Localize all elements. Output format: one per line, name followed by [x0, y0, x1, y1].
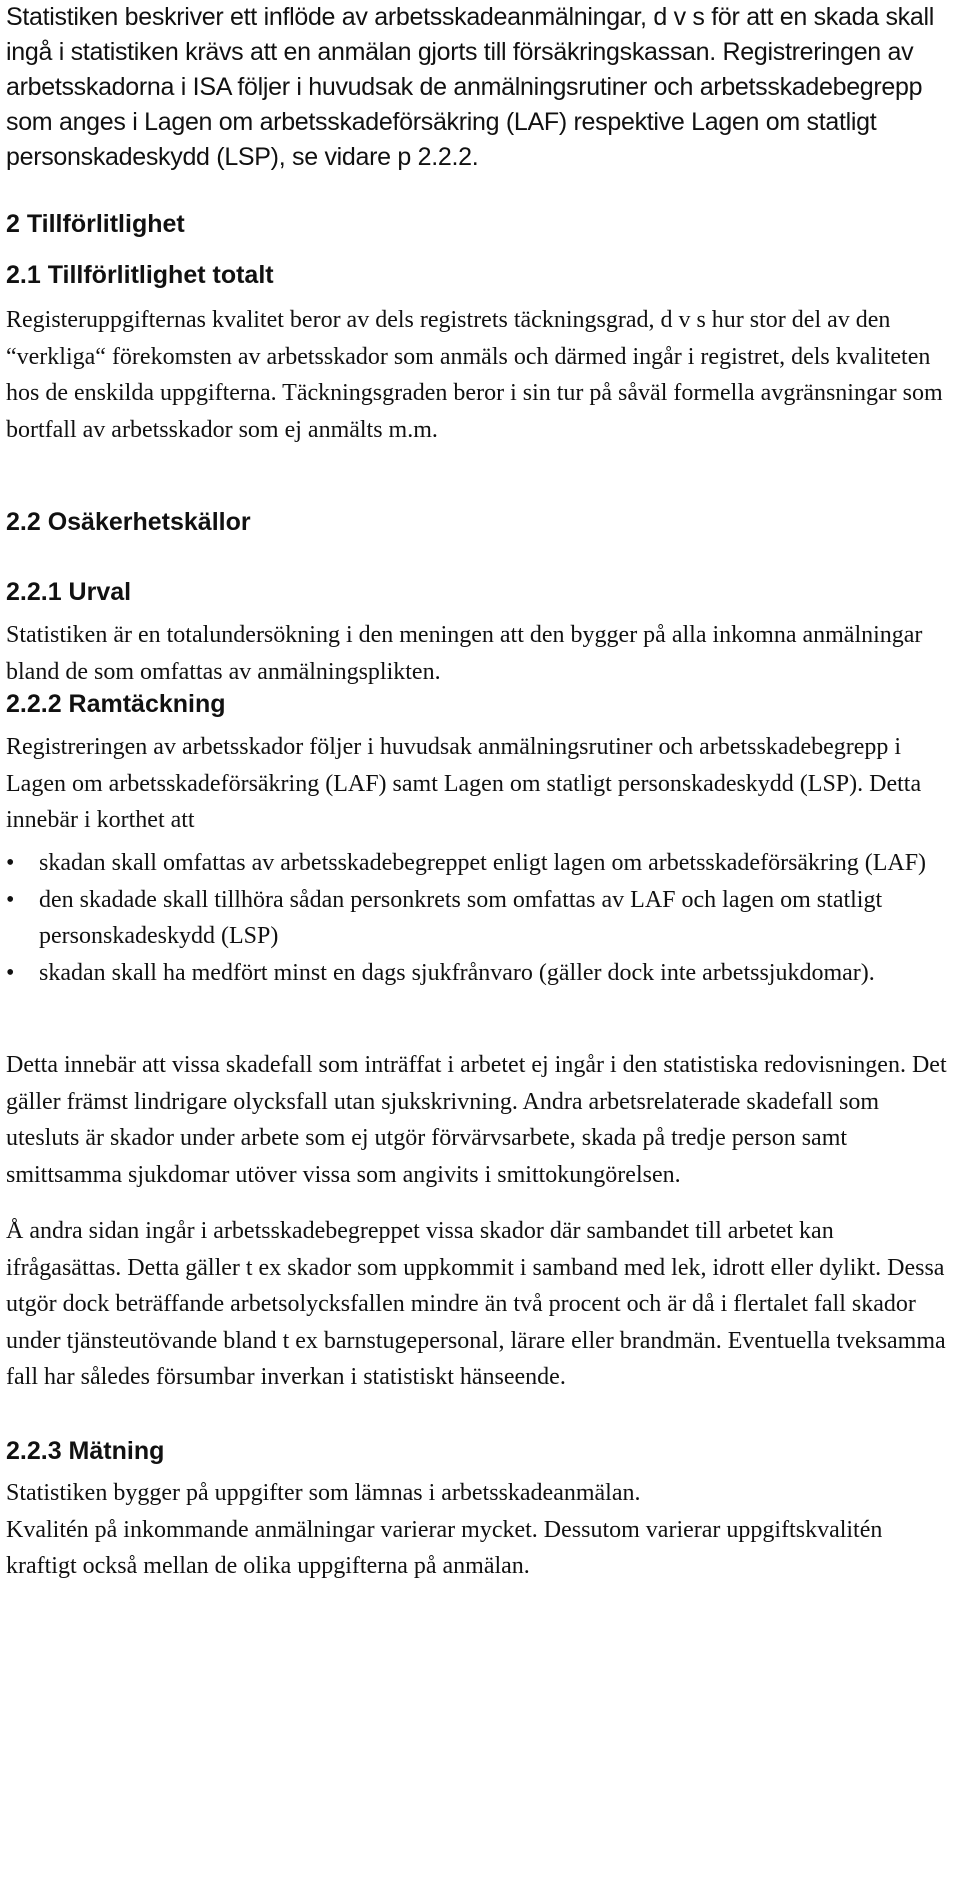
list-item: • skadan skall omfattas av arbetsskadebegreppet enligt lagen om arbetsskadeförsäkring (LAF) [6, 845, 954, 882]
paragraph-2-2-1: Statistiken är en totalundersökning i den meningen att den bygger på alla inkomna anmälningar bland de som omfattas av anmälningsplikten. [6, 622, 923, 685]
paragraph-2-2-2: Registreringen av arbetsskador följer i huvudsak anmälningsrutiner och arbetsskadebegrepp i Lagen om arbetsskadeförsäkring (LAF) samt Lagen om statligt personskadeskydd (LSP). Detta innebär i korthet att [6, 734, 922, 833]
list-item: • den skadade skall tillhöra sådan personkrets som omfattas av LAF och lagen om statligt personskadeskydd (LSP) [6, 882, 954, 955]
section-heading-2-2-2: 2.2.2 Ramtäckning [6, 690, 226, 718]
paragraph-line: Kvalitén på inkommande anmälningar varierar mycket. Dessutom varierar uppgiftskvalitén kraftigt också mellan de olika uppgifterna på anmälan. [6, 1516, 883, 1579]
section-heading-2-2: 2.2 Osäkerhetskällor [6, 508, 251, 536]
section-heading-2-2-3: 2.2.3 Mätning [6, 1437, 165, 1465]
section-heading-2-1: 2.1 Tillförlitlighet totalt [6, 261, 274, 289]
intro-paragraph: Statistiken beskriver ett inflöde av arbetsskadeanmälningar, d v s för att en skada skall ingå i statistiken krävs att en anmälan gjorts till försäkringskassan. Registreringen av arbetsskadorna i ISA följer i huvudsak de anmälningsrutiner och arbetsskadebegrepp som anges i Lagen om arbetsskadeförsäkring (LAF) respektive Lagen om statligt personskadeskydd (LSP), se vidare p 2.2.2. [6, 3, 934, 171]
paragraph-line: Statistiken bygger på uppgifter som lämnas i arbetsskadeanmälan. [6, 1480, 641, 1506]
section-heading-2-2-1: 2.2.1 Urval [6, 578, 132, 606]
section-heading-2: 2 Tillförlitlighet [6, 210, 185, 238]
list-item: • skadan skall ha medfört minst en dags sjukfrånvaro (gäller dock inte arbetssjukdomar). [6, 955, 954, 992]
paragraph-2-2-3 [6, 1475, 954, 1585]
paragraph-2-1: Registeruppgifternas kvalitet beror av dels registrets täckningsgrad, d v s hur stor del av den “verkliga“ förekomsten av arbetsskador som anmäls och därmed ingår i registret, dels kvaliteten hos de enskilda uppgifterna. Täckningsgraden beror i sin tur på såväl formella avgränsningar som bortfall av arbetsskador som ej anmälts m.m. [6, 307, 943, 443]
paragraph-2-2-2-inclusions: Å andra sidan ingår i arbetsskadebegreppet vissa skador där sambandet till arbetet kan ifrågasättas. Detta gäller t ex skador som uppkommit i samband med lek, idrott eller dylikt. Dessa utgör dock beträffande arbetsolycksfallen mindre än två procent och är då i flertalet fall skador under tjänsteutövande bland t ex barnstugepersonal, lärare eller brandmän. Eventuella tveksamma fall har således försumbar inverkan i statistiskt hänseende. [6, 1218, 946, 1390]
criteria-list [6, 845, 954, 991]
paragraph-2-2-2-exclusions: Detta innebär att vissa skadefall som inträffat i arbetet ej ingår i den statistiska redovisningen. Det gäller främst lindrigare olycksfall utan sjukskrivning. Andra arbetsrelaterade skadefall som utesluts är skador under arbete som ej utgör förvärvsarbete, skada på tredje person samt smittsamma sjukdomar utöver vissa som angivits i smittokungörelsen. [6, 1052, 947, 1188]
